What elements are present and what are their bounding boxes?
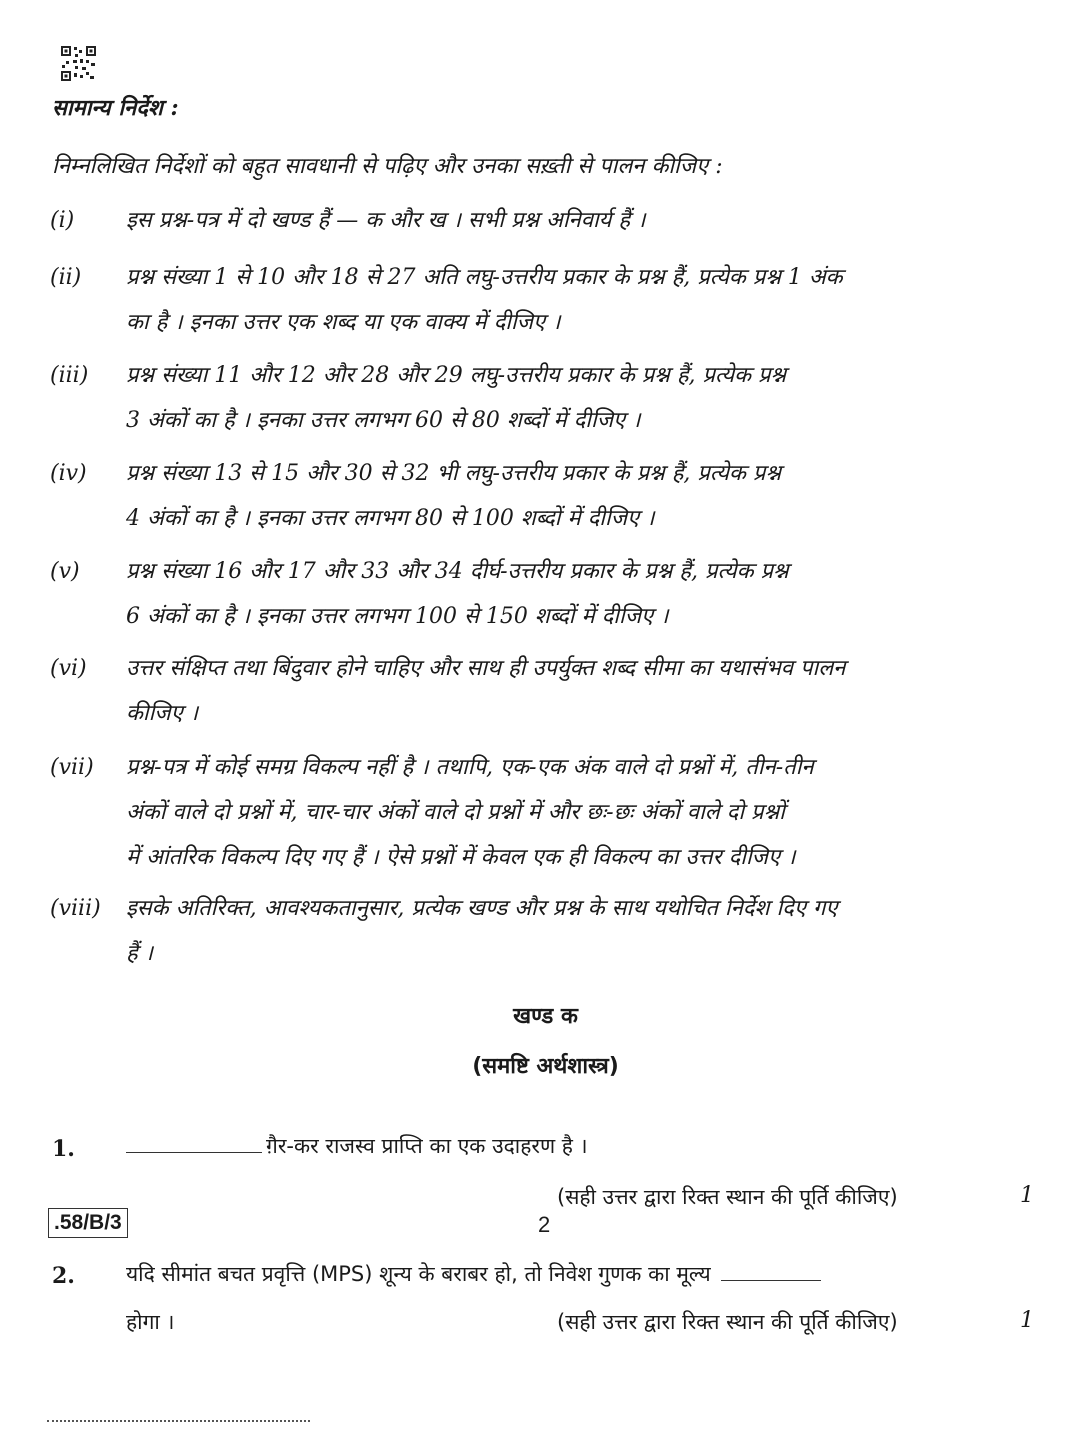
instructions-intro: निम्नलिखित निर्देशों को बहुत सावधानी से पढ़िए और उनका सख़्ती से पालन कीजिए : bbox=[52, 154, 723, 179]
instruction-number: (vii) bbox=[50, 755, 94, 780]
instruction-line: अंकों वाले दो प्रश्नों में, चार-चार अंकों वाले दो प्रश्नों में और छः-छः अंकों वाले दो प्रश्नों bbox=[126, 800, 785, 825]
instruction-line: 6 अंकों का है । इनका उत्तर लगभग 100 से 150 शब्दों में दीजिए । bbox=[126, 604, 669, 629]
instruction-line: उत्तर संक्षिप्त तथा बिंदुवार होने चाहिए और साथ ही उपर्युक्त शब्द सीमा का यथासंभव पालन bbox=[126, 656, 846, 681]
paper-code: .58/B/3 bbox=[48, 1208, 128, 1238]
instruction-item bbox=[50, 451, 985, 541]
instruction-number: (iv) bbox=[50, 461, 87, 486]
general-instructions-heading: सामान्य निर्देश : bbox=[52, 95, 179, 121]
section-subtitle: (समष्टि अर्थशास्त्र) bbox=[472, 1054, 619, 1079]
page-number: 2 bbox=[538, 1212, 551, 1237]
question-text bbox=[126, 1132, 588, 1160]
instruction-number: (viii) bbox=[50, 896, 101, 921]
instruction-item bbox=[50, 353, 985, 443]
instruction-line: हैं । bbox=[126, 941, 154, 966]
instruction-number: (vi) bbox=[50, 656, 87, 681]
instruction-number: (i) bbox=[50, 208, 75, 233]
instruction-line: 4 अंकों का है । इनका उत्तर लगभग 80 से 100 शब्दों में दीजिए । bbox=[126, 506, 655, 531]
instruction-line: प्रश्न-पत्र में कोई समग्र विकल्प नहीं है । तथापि, एक-एक अंक वाले दो प्रश्नों में, तीन-तीन bbox=[126, 755, 814, 780]
instruction-line: में आंतरिक विकल्प दिए गए हैं । ऐसे प्रश्नों में केवल एक ही विकल्प का उत्तर दीजिए । bbox=[126, 845, 796, 870]
instruction-number: (ii) bbox=[50, 265, 82, 290]
instruction-line: प्रश्न संख्या 1 से 10 और 18 से 27 अति लघु-उत्तरीय प्रकार के प्रश्न हैं, प्रत्येक प्रश्न 1 अंक bbox=[126, 265, 843, 290]
question-text-content: यदि सीमांत बचत प्रवृत्ति (MPS) शून्य के बराबर हो, तो निवेश गुणक का मूल्य bbox=[126, 1262, 711, 1286]
instruction-line: प्रश्न संख्या 11 और 12 और 28 और 29 लघु-उत्तरीय प्रकार के प्रश्न हैं, प्रत्येक प्रश्न bbox=[126, 363, 787, 388]
instruction-number: (iii) bbox=[50, 363, 89, 388]
question-marks: 1 bbox=[1020, 1183, 1034, 1208]
instruction-number: (v) bbox=[50, 559, 80, 584]
question-text bbox=[126, 1260, 821, 1288]
answer-blank bbox=[721, 1262, 821, 1281]
question-number: 2. bbox=[52, 1263, 75, 1289]
question-instruction: (सही उत्तर द्वारा रिक्त स्थान की पूर्ति कीजिए) bbox=[557, 1185, 898, 1209]
section-title: खण्ड क bbox=[513, 1004, 578, 1029]
instruction-line: प्रश्न संख्या 13 से 15 और 30 से 32 भी लघु-उत्तरीय प्रकार के प्रश्न हैं, प्रत्येक प्रश्न bbox=[126, 461, 781, 486]
instruction-item bbox=[50, 255, 985, 345]
instruction-line: 3 अंकों का है । इनका उत्तर लगभग 60 से 80 शब्दों में दीजिए । bbox=[126, 408, 641, 433]
instruction-item bbox=[50, 745, 985, 880]
question-instruction: (सही उत्तर द्वारा रिक्त स्थान की पूर्ति कीजिए) bbox=[557, 1310, 898, 1334]
instruction-line: इस प्रश्न-पत्र में दो खण्ड हैं — क और ख । सभी प्रश्न अनिवार्य हैं । bbox=[126, 208, 646, 233]
question-number: 1. bbox=[52, 1136, 75, 1162]
instruction-item bbox=[50, 549, 985, 639]
instruction-line: प्रश्न संख्या 16 और 17 और 33 और 34 दीर्घ-उत्तरीय प्रकार के प्रश्न हैं, प्रत्येक प्रश्न bbox=[126, 559, 789, 584]
instruction-item bbox=[50, 886, 985, 976]
answer-blank bbox=[126, 1134, 262, 1153]
barcode-strip bbox=[47, 1420, 310, 1422]
instruction-item bbox=[50, 198, 985, 243]
qr-code-icon bbox=[61, 46, 96, 81]
instruction-line: इसके अतिरिक्त, आवश्यकतानुसार, प्रत्येक खण्ड और प्रश्न के साथ यथोचित निर्देश दिए गए bbox=[126, 896, 838, 921]
instruction-line: का है । इनका उत्तर एक शब्द या एक वाक्य में दीजिए । bbox=[126, 310, 561, 335]
question-text-content: ग़ैर-कर राजस्व प्राप्ति का एक उदाहरण है । bbox=[266, 1134, 588, 1158]
question-marks: 1 bbox=[1020, 1308, 1034, 1333]
instruction-item bbox=[50, 646, 985, 736]
instruction-line: कीजिए । bbox=[126, 701, 199, 726]
question-text-continuation: होगा । bbox=[126, 1310, 175, 1334]
